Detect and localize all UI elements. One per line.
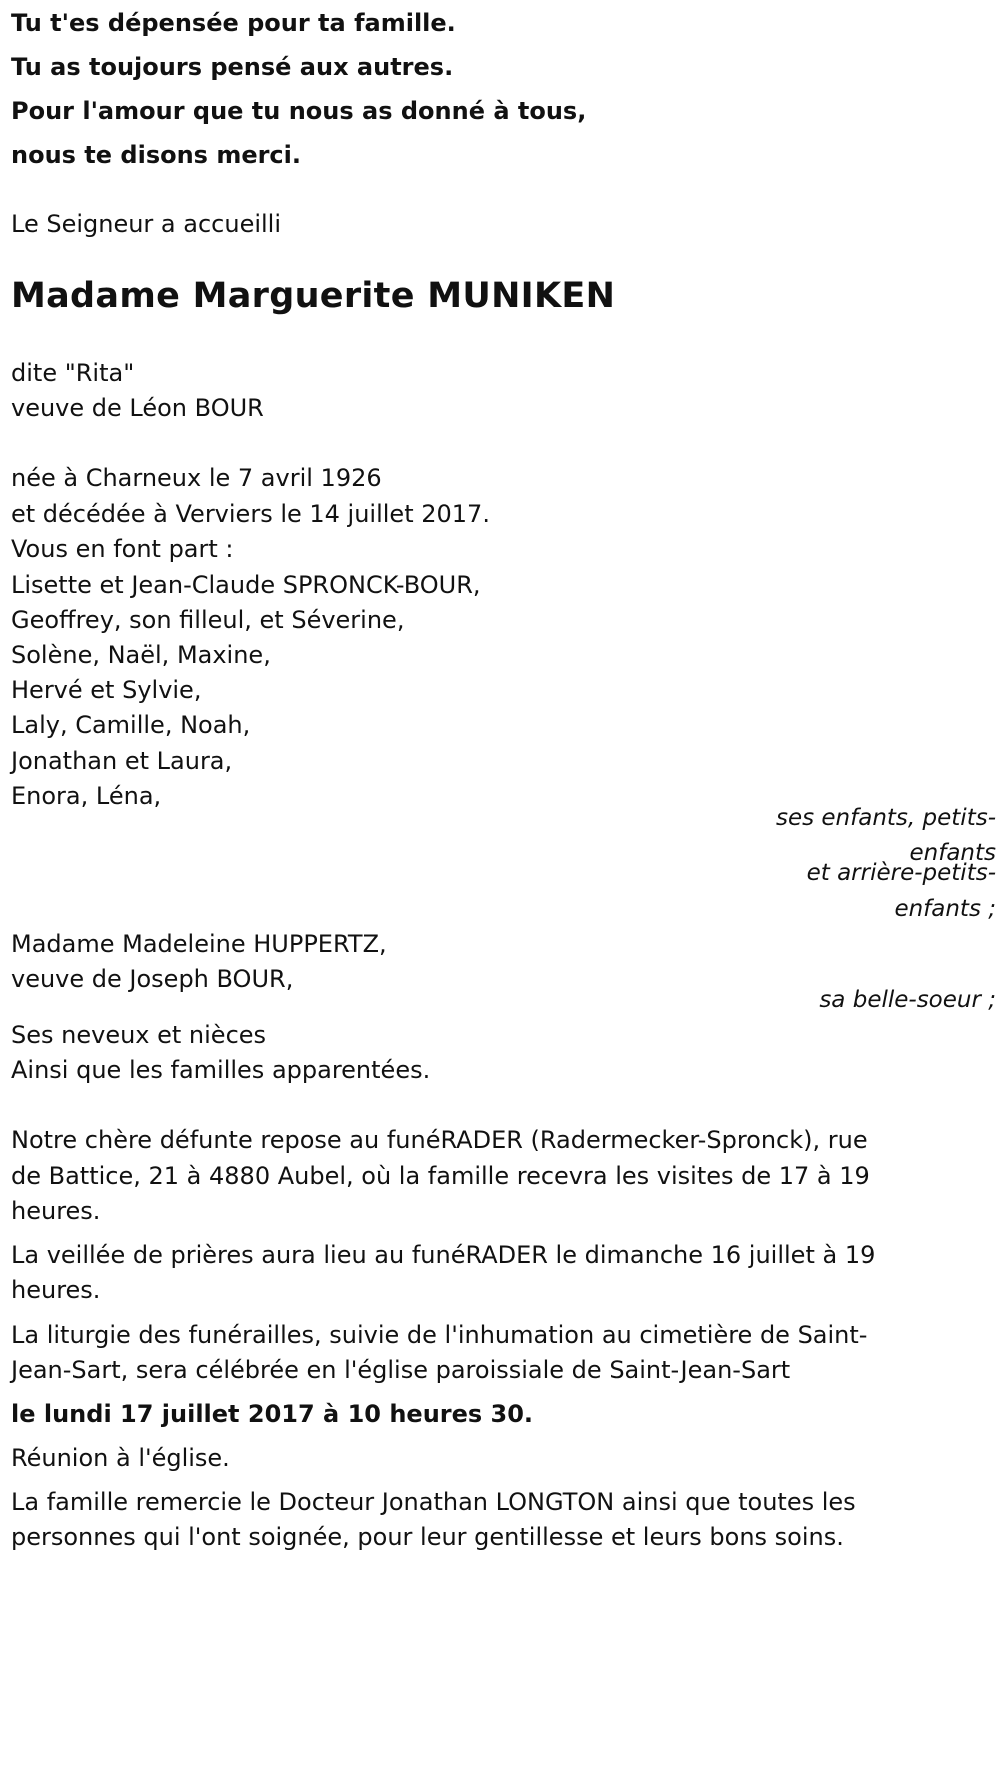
rest-line: Notre chère défunte repose au funéRADER (Radermecker-Spronck), rue (11, 1126, 868, 1154)
intro-text: Le Seigneur a accueilli (11, 210, 282, 238)
family-role-line: et arrière-petits- (806, 860, 996, 886)
birth-text: née à Charneux le 7 avril 1926 (11, 464, 382, 492)
family-line: Jonathan et Laura, (11, 747, 233, 775)
family-line: Geoffrey, son filleul, et Séverine, (11, 606, 405, 634)
sister-in-law-line: veuve de Joseph BOUR, (11, 965, 294, 993)
rest-line: de Battice, 21 à 4880 Aubel, où la famille recevra les visites de 17 à 19 (11, 1162, 870, 1190)
family-line: Laly, Camille, Noah, (11, 711, 251, 739)
family-role-line: enfants (909, 840, 996, 866)
family-role-line: ses enfants, petits- (775, 805, 996, 831)
poem-line: Tu t'es dépensée pour ta famille. (11, 9, 456, 37)
announce-text: Vous en font part : (11, 535, 234, 563)
funeral-datetime: le lundi 17 juillet 2017 à 10 heures 30. (11, 1400, 534, 1428)
sister-in-law-line: Madame Madeleine HUPPERTZ, (11, 930, 387, 958)
widow-text: veuve de Léon BOUR (11, 394, 264, 422)
vigil-line: heures. (11, 1276, 101, 1304)
family-line: Enora, Léna, (11, 782, 162, 810)
family-role-line: enfants ; (894, 896, 996, 922)
relatives-line: Ses neveux et nièces (11, 1021, 267, 1049)
poem-line: Tu as toujours pensé aux autres. (11, 53, 454, 81)
deceased-name: Madame Marguerite MUNIKEN (11, 276, 616, 316)
alias-text: dite "Rita" (11, 359, 135, 387)
family-line: Solène, Naël, Maxine, (11, 641, 271, 669)
sister-in-law-role: sa belle-soeur ; (819, 987, 996, 1013)
liturgy-line: Jean-Sart, sera célébrée en l'église paroissiale de Saint-Jean-Sart (11, 1356, 791, 1384)
liturgy-line: La liturgie des funérailles, suivie de l'inhumation au cimetière de Saint- (11, 1321, 868, 1349)
vigil-line: La veillée de prières aura lieu au funéRADER le dimanche 16 juillet à 19 (11, 1241, 876, 1269)
rest-line: heures. (11, 1197, 101, 1225)
poem-line: nous te disons merci. (11, 141, 302, 169)
family-line: Lisette et Jean-Claude SPRONCK-BOUR, (11, 571, 481, 599)
relatives-line: Ainsi que les familles apparentées. (11, 1056, 431, 1084)
poem-line: Pour l'amour que tu nous as donné à tous, (11, 97, 587, 125)
death-text: et décédée à Verviers le 14 juillet 2017. (11, 500, 490, 528)
thanks-line: La famille remercie le Docteur Jonathan LONGTON ainsi que toutes les (11, 1488, 856, 1516)
meeting-text: Réunion à l'église. (11, 1444, 230, 1472)
thanks-line: personnes qui l'ont soignée, pour leur gentillesse et leurs bons soins. (11, 1523, 844, 1551)
family-line: Hervé et Sylvie, (11, 676, 202, 704)
